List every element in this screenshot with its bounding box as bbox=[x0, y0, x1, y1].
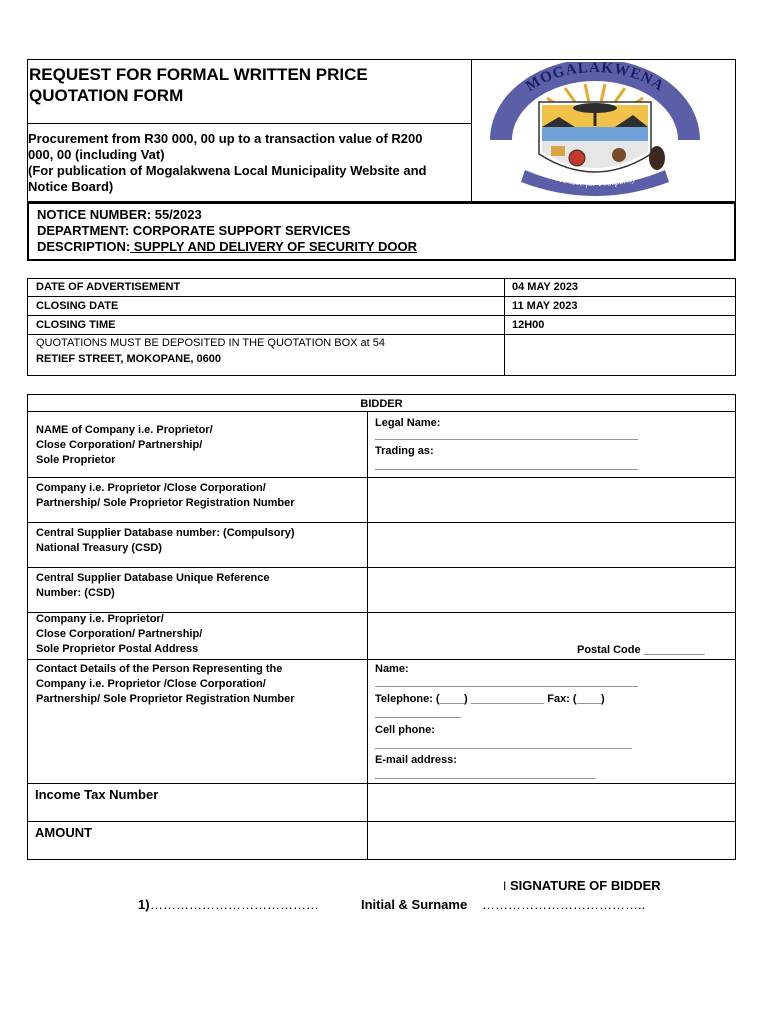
amount-label: AMOUNT bbox=[35, 825, 93, 840]
csd-reference-field[interactable] bbox=[368, 568, 735, 612]
advert-date-label: DATE OF ADVERTISEMENT bbox=[36, 281, 181, 293]
closing-time-value: 12H00 bbox=[512, 319, 545, 331]
contact-label-1: Contact Details of the Person Representing the bbox=[36, 663, 283, 675]
postal-address-label-1: Company i.e. Proprietor/ bbox=[36, 613, 164, 625]
registration-field[interactable] bbox=[368, 478, 735, 522]
bidder-heading: BIDDER bbox=[360, 398, 403, 410]
svg-text:MOGALAKWENA: MOGALAKWENA bbox=[523, 62, 667, 95]
svg-text:"A Place for Prosperity": "A Place for Prosperity" bbox=[551, 172, 641, 189]
initial-surname-line[interactable]: ……………………………….. bbox=[482, 897, 646, 912]
signature-item-number: 1) bbox=[138, 897, 150, 912]
income-tax-field[interactable] bbox=[368, 784, 735, 821]
contact-label-3: Partnership/ Sole Proprietor Registration Number bbox=[36, 693, 295, 705]
telephone-continuation[interactable]: ______________ bbox=[375, 707, 461, 719]
company-name-label-3: Sole Proprietor bbox=[36, 454, 116, 466]
notice-department: DEPARTMENT: CORPORATE SUPPORT SERVICES bbox=[37, 223, 351, 238]
procurement-text-4: Notice Board) bbox=[28, 179, 114, 194]
trading-as-field[interactable]: ___________________________________________ bbox=[375, 459, 639, 471]
signature-heading bbox=[503, 878, 661, 894]
postal-address-label-3: Sole Proprietor Postal Address bbox=[36, 643, 199, 655]
csd-number-field[interactable] bbox=[368, 523, 735, 567]
procurement-text-2: 000, 00 (including Vat) bbox=[28, 147, 165, 162]
legal-name-label: Legal Name: bbox=[375, 417, 441, 429]
telephone-fax-field[interactable]: Telephone: (____) ____________ Fax: (____) bbox=[375, 693, 605, 705]
postal-address-label-2: Close Corporation/ Partnership/ bbox=[36, 628, 203, 640]
contact-label-2: Company i.e. Proprietor /Close Corporation/ bbox=[36, 678, 266, 690]
form-title-line2: QUOTATION FORM bbox=[29, 86, 184, 105]
advert-date-value: 04 MAY 2023 bbox=[512, 281, 579, 293]
title-underline bbox=[27, 123, 471, 124]
description-label: DESCRIPTION: bbox=[37, 239, 131, 254]
closing-date-label: CLOSING DATE bbox=[36, 300, 119, 312]
procurement-text-3: (For publication of Mogalakwena Local Municipality Website and bbox=[28, 163, 427, 178]
closing-time-label: CLOSING TIME bbox=[36, 319, 116, 331]
csd-number-label-2: National Treasury (CSD) bbox=[36, 542, 162, 554]
postal-code-field[interactable]: Postal Code __________ bbox=[577, 644, 705, 656]
contact-name-label: Name: bbox=[375, 663, 409, 675]
company-name-label-1: NAME of Company i.e. Proprietor/ bbox=[36, 424, 213, 436]
initial-surname-label: Initial & Surname bbox=[361, 897, 468, 912]
email-field[interactable]: ____________________________________ bbox=[375, 768, 596, 780]
procurement-text-1: Procurement from R30 000, 00 up to a transaction value of R200 bbox=[28, 131, 423, 146]
dates-divider bbox=[504, 278, 505, 376]
csd-number-label-1: Central Supplier Database number: (Compulsory) bbox=[36, 527, 295, 539]
notice-description bbox=[37, 239, 417, 255]
legal-name-field[interactable]: ___________________________________________ bbox=[375, 429, 639, 441]
closing-date-value: 11 MAY 2023 bbox=[512, 300, 578, 312]
cell-phone-field[interactable]: __________________________________________ bbox=[375, 738, 632, 750]
signature-marker-icon: I bbox=[503, 879, 507, 893]
email-label: E-mail address: bbox=[375, 754, 457, 766]
header-divider bbox=[471, 59, 472, 202]
dates-row-line-2 bbox=[27, 315, 736, 316]
registration-label-1: Company i.e. Proprietor /Close Corporation/ bbox=[36, 482, 266, 494]
deposit-instruction-2: RETIEF STREET, MOKOPANE, 0600 bbox=[36, 353, 222, 365]
company-name-label-2: Close Corporation/ Partnership/ bbox=[36, 439, 203, 451]
form-title-line1: REQUEST FOR FORMAL WRITTEN PRICE bbox=[29, 65, 368, 84]
description-value: SUPPLY AND DELIVERY OF SECURITY DOOR bbox=[130, 239, 417, 254]
dates-row-line-1 bbox=[27, 296, 736, 297]
registration-label-2: Partnership/ Sole Proprietor Registration Number bbox=[36, 497, 295, 509]
notice-number: NOTICE NUMBER: 55/2023 bbox=[37, 207, 202, 222]
cell-phone-label: Cell phone: bbox=[375, 724, 435, 736]
trading-as-label: Trading as: bbox=[375, 445, 434, 457]
amount-field[interactable] bbox=[368, 822, 735, 859]
row-line-5 bbox=[27, 659, 736, 660]
dates-row-line-3 bbox=[27, 334, 736, 335]
csd-reference-label-2: Number: (CSD) bbox=[36, 587, 115, 599]
municipality-logo bbox=[487, 62, 702, 198]
contact-name-field[interactable]: ___________________________________________ bbox=[375, 676, 639, 688]
signature-line[interactable]: ………………………………… bbox=[150, 897, 319, 912]
signature-heading-text: SIGNATURE OF BIDDER bbox=[509, 878, 661, 893]
income-tax-label: Income Tax Number bbox=[35, 787, 159, 802]
deposit-instruction-1: QUOTATIONS MUST BE DEPOSITED IN THE QUOTATION BOX at 54 bbox=[36, 337, 385, 349]
csd-reference-label-1: Central Supplier Database Unique Reference bbox=[36, 572, 270, 584]
